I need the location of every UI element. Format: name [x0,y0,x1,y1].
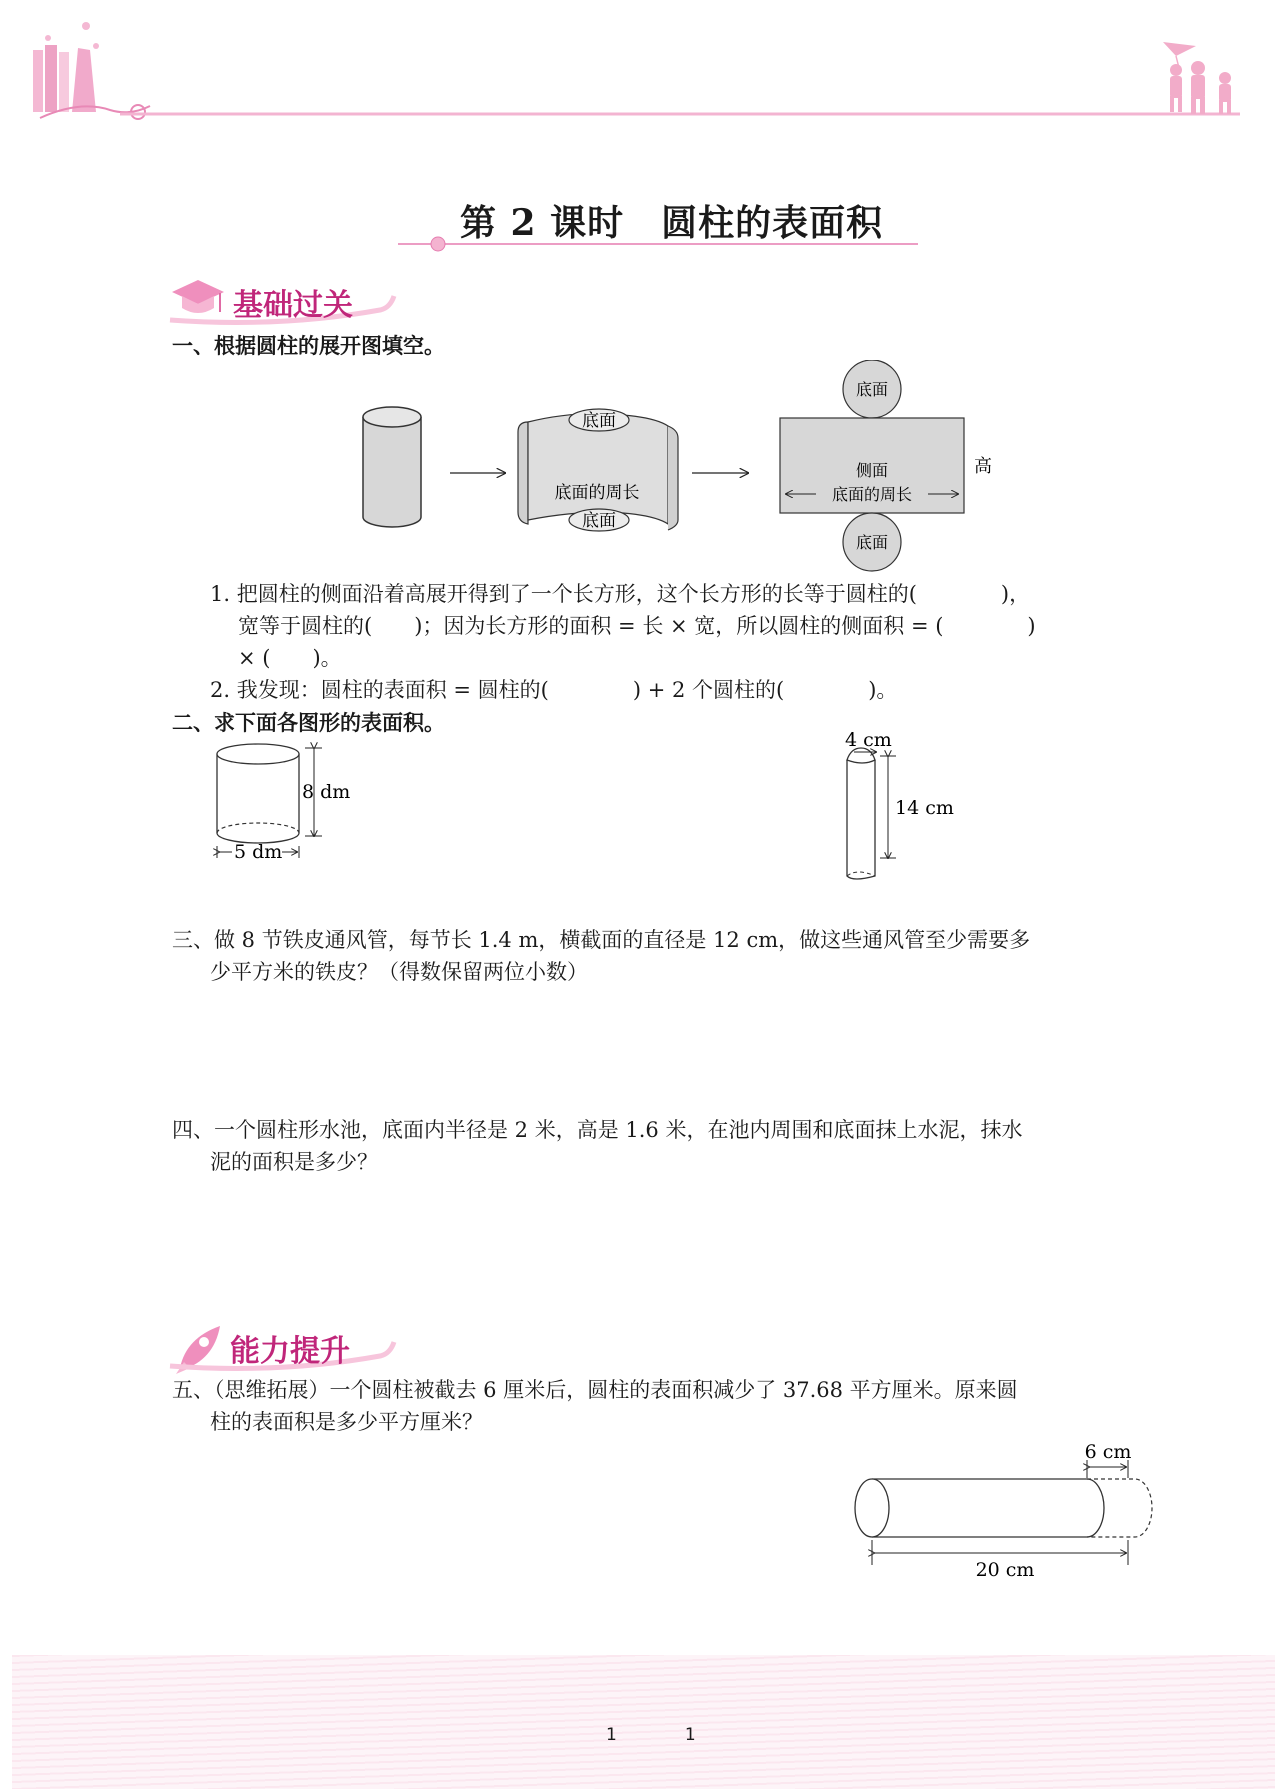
header-decoration [0,0,1287,140]
net-circumference-label: 底面的周长 [831,485,913,504]
page-number: 1 1 [606,1725,696,1745]
q5-cut-cylinder [850,1440,1170,1580]
page-title: 第 2 课时 圆柱的表面积 [460,202,884,244]
q2-figure2-cylinder [840,730,970,880]
q3-line2: 少平方米的铁皮？（得数保留两位小数） [210,960,588,984]
net-bottom-base-label: 底面 [855,533,889,552]
q5-line1: 五、（思维拓展）一个圆柱被截去 6 厘米后，圆柱的表面积减少了 37.68 平方厘米。原来圆 [172,1378,1018,1402]
net-side-label: 侧面 [855,461,889,480]
q1-item1-line1: 1. 把圆柱的侧面沿着高展开得到了一个长方形，这个长方形的长等于圆柱的( )， [210,582,1031,606]
children-kite-icon [1163,42,1231,114]
q3-line1: 三、做 8 节铁皮通风管，每节长 1.4 m，横截面的直径是 12 cm，做这些通风管至少需要多 [172,928,1031,952]
unroll-side-label: 底面的周长 [554,483,640,503]
section2-label: 能力提升 [230,1334,350,1369]
unroll-top-label: 底面 [582,411,616,431]
q1-item1-line3: × ( )。 [238,646,342,670]
fig1-height-label: 8 dm [302,781,351,803]
q1-heading: 一、根据圆柱的展开图填空。 [172,334,445,358]
fig2-height-label: 14 cm [895,797,954,819]
title-underline [398,236,918,252]
section1-label: 基础过关 [233,288,353,323]
q2-figure1-cylinder [210,740,370,865]
q5-cut-label: 6 cm [1084,1441,1132,1463]
fig1-diameter-label: 5 dm [234,841,283,863]
cylinder-icon [363,407,421,527]
q5-line2: 柱的表面积是多少平方厘米？ [210,1410,483,1434]
q4-line2: 泥的面积是多少？ [210,1150,378,1174]
books-icon [33,22,150,119]
q1-item1-line2: 宽等于圆柱的( )；因为长方形的面积 = 长 × 宽，所以圆柱的侧面积 = ( ) [238,614,1036,638]
q1-unfolding-diagram [350,360,1010,580]
net-height-label: 高 [974,456,992,477]
unroll-bottom-label: 底面 [582,511,616,531]
q1-item2: 2. 我发现：圆柱的表面积 = 圆柱的( ) + 2 个圆柱的( )。 [210,678,898,702]
q4-line1: 四、一个圆柱形水池，底面内半径是 2 米，高是 1.6 米，在池内周围和底面抹上水泥，抹水 [172,1118,1023,1142]
q5-length-label: 20 cm [975,1559,1035,1580]
fig2-diameter-label: 4 cm [845,730,892,751]
net-top-base-label: 底面 [855,380,889,399]
q2-heading: 二、求下面各图形的表面积。 [172,711,445,735]
